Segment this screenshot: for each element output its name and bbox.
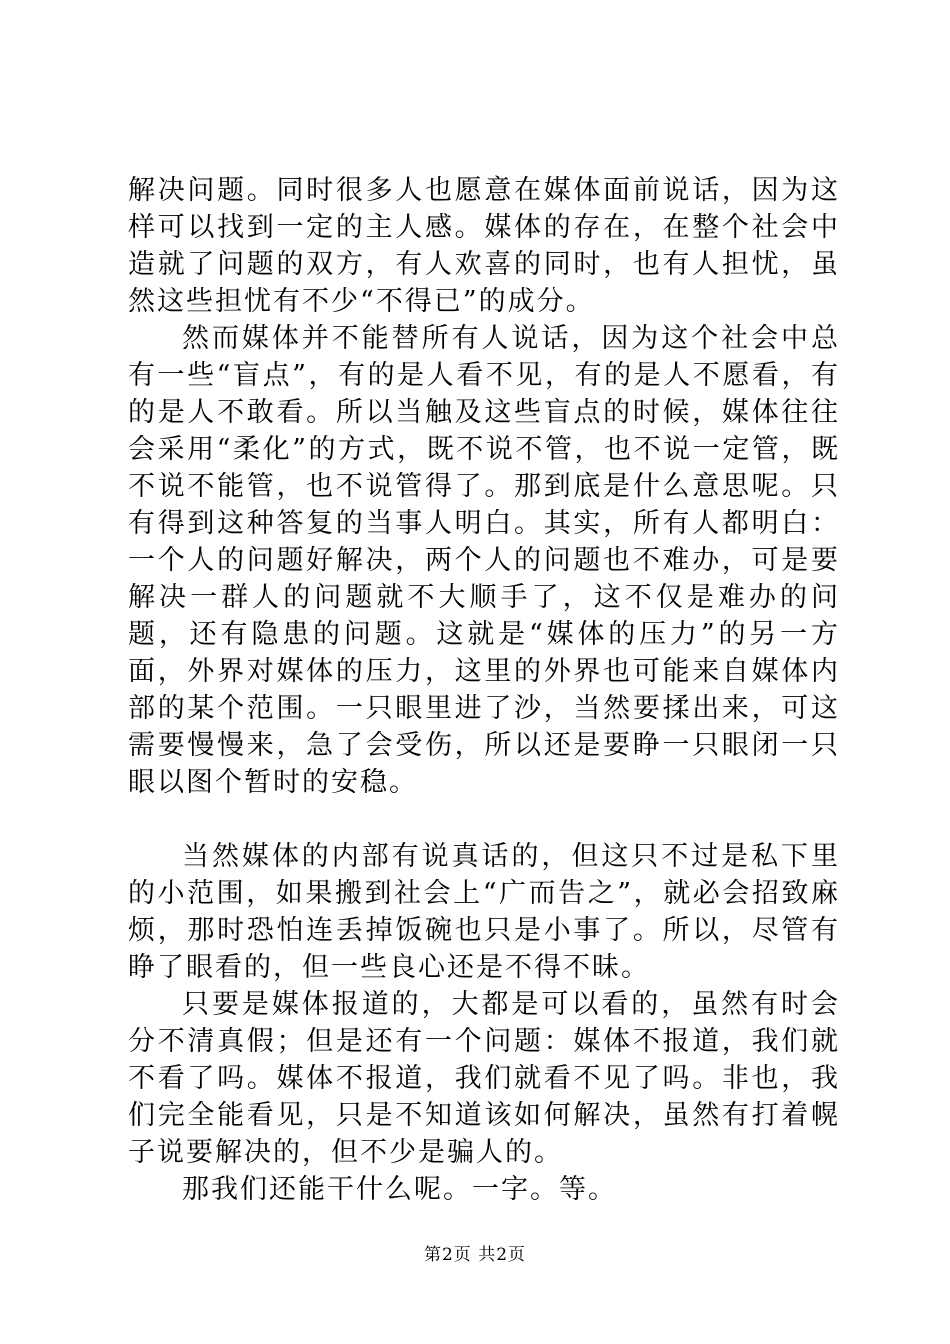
paragraph-media-blind-spots: 然而媒体并不能替所有人说话，因为这个社会中总有一些“盲点”，有的是人看不见，有的是人不愿看，有的是人不敢看。所以当触及这些盲点的时候，媒体往往会采用“柔化”的方式，既不说不管，也不说一定管，既不说不能管，也不说管得了。那到底是什么意思呢。只有得到这种答复的当事人明白。其实，所有人都明白：一个人的问题好解决，两个人的问题也不难办，可是要解决一群人的问题就不大顺手了，这不仅是难办的问题，还有隐患的问题。这就是“媒体的压力”的另一方面，外界对媒体的压力，这里的外界也可能来自媒体内部的某个范围。一只眼里进了沙，当然要揉出来，可这需要慢慢来，急了会受伤，所以还是要睁一只眼闭一只眼以图个暂时的安稳。 <box>128 323 840 798</box>
page-footer: 第2页 共2页 <box>423 1245 527 1265</box>
paragraph-continued: 解决问题。同时很多人也愿意在媒体面前说话，因为这样可以找到一定的主人感。媒体的存在，在整个社会中造就了问题的双方，有人欢喜的同时，也有人担忧，虽然这些担忧有不少“不得已”的成分。 <box>128 175 840 317</box>
paragraph-media-reporting: 只要是媒体报道的，大都是可以看的，虽然有时会分不清真假；但是还有一个问题：媒体不报道，我们就不看了吗。媒体不报道，我们就看不见了吗。非也，我们完全能看见，只是不知道该如何解决，虽然有打着幌子说要解决的，但不少是骗人的。 <box>128 989 840 1168</box>
document-body <box>128 172 840 1208</box>
paragraph-conclusion: 那我们还能干什么呢。一字。等。 <box>182 1174 617 1205</box>
paragraph-internal-truth: 当然媒体的内部有说真话的，但这只不过是私下里的小范围，如果搬到社会上“广而告之”，就必会招致麻烦，那时恐怕连丢掉饭碗也只是小事了。所以，尽管有睁了眼看的，但一些良心还是不得不昧。 <box>128 841 840 983</box>
